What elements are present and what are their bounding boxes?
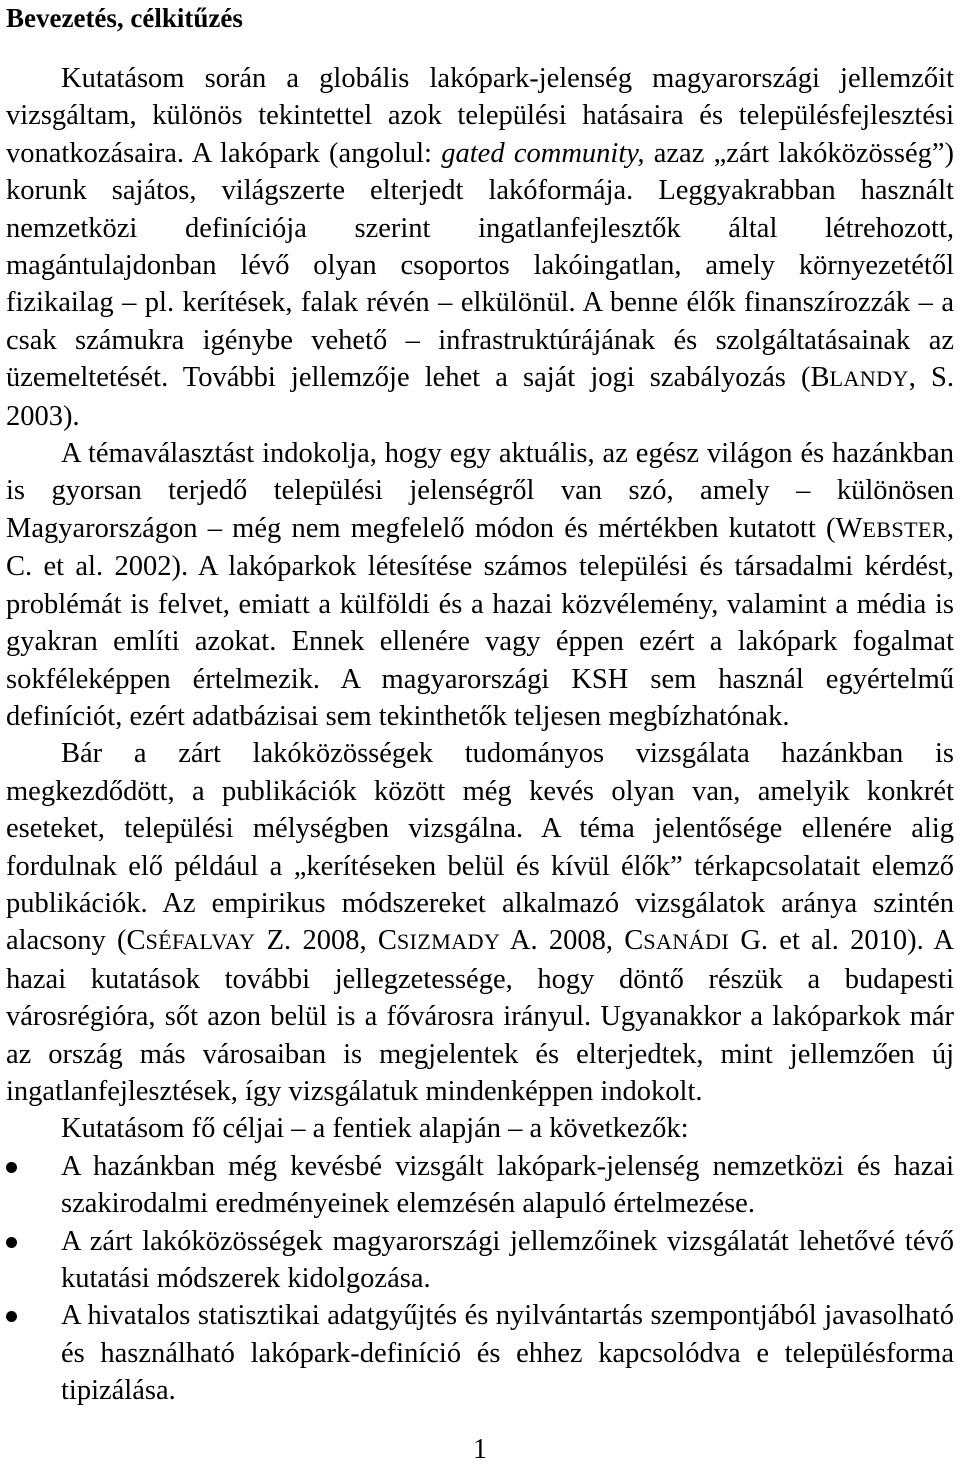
goals-list (6, 1148, 954, 1410)
citation-initial: C (377, 925, 397, 957)
list-item (6, 1223, 954, 1298)
list-item-text: A hazánkban még kevésbé vizsgált lakópark-jelenség nemzetközi és hazai szakirodalmi eredményeinek elemzésén alapuló értelmezése. (61, 1150, 954, 1220)
paragraph-intro-text-b: azaz „zárt lakóközösség”) korunk sajátos, világszerte elterjedt lakóformája. Leggyakrabban használt nemzetközi definíciója szerint ingatlanfejlesztők által létrehozott, magántulajdonban lévő olyan csoportos lakóingatlan, amely környezetétől fizikailag – pl. kerítések, falak révén – elkülönül. A benne élők finanszírozzák – a csak számukra igénybe vehető – infrastruktúrájának és szolgáltatásainak az üzemeltetését. További jellemzője lehet a saját jogi szabályozás ( (6, 137, 954, 394)
citation-initial: C (126, 925, 146, 957)
list-item (6, 1148, 954, 1223)
paragraph-intro-text-a: Kutatásom során a globális lakópark-jelenség magyarországi jellemzőit vizsgáltam, különös tekintettel azok települési hatásaira és településfejlesztési vonatkozásaira. A lakópark (angolul: (6, 63, 954, 169)
body-text (6, 60, 954, 1410)
paragraph-goals-intro: Kutatásom fő céljai – a fentiek alapján – a következők: (61, 1113, 689, 1145)
citation-smallcaps: SANÁDI (643, 929, 730, 955)
citation-smallcaps: EBSTER (862, 516, 947, 542)
paragraph-intro-text-c: , S. 2003). (6, 362, 954, 432)
citation-smallcaps: SIZMADY (396, 929, 501, 955)
citation-smallcaps: SÉFALVAY (145, 929, 256, 955)
bullet-icon (6, 1311, 17, 1322)
list-item-text: A hivatalos statisztikai adatgyűjtés és nyilvántartás szempontjából javasolható és használható lakópark-definíció és ehhez kapcsolódva e településforma tipizálása. (61, 1300, 954, 1407)
paragraph-gap-text-c: A. 2008, (500, 925, 625, 957)
paragraph-gap-text-b: Z. 2008, (255, 925, 378, 957)
italic-term: gated community, (441, 137, 645, 169)
paragraph-intro (6, 60, 954, 435)
bullet-icon (6, 1237, 17, 1248)
paragraph-topic-choice (6, 435, 954, 735)
citation-smallcaps: LANDY (829, 366, 909, 392)
citation-initial: C (624, 925, 644, 957)
paragraph-research-gap (6, 735, 954, 1110)
list-item-text: A zárt lakóközösségek magyarországi jellemzőinek vizsgálatát lehetővé tévő kutatási módszerek kidolgozása. (61, 1225, 954, 1294)
paragraph-gap-text-a: Bár a zárt lakóközösségek tudományos vizsgálata hazánkban is megkezdődött, a publikációk között még kevés olyan van, amelyik konkrét eseteket, települési mélységben vizsgálna. A téma jelentősége ellenére alig fordulnak elő például a „kerítéseken belül és kívül élők” térkapcsolatait elemző publikációk. Az empirikus módszereket alkalmazó vizsgálatok aránya szintén alacsony ( (6, 738, 954, 957)
paragraph-topic-text-a: A témaválasztást indokolja, hogy egy aktuális, az egész világon és hazánkban is gyorsan terjedő települési jelenségről van szó, amely – különösen Magyarországon – még nem megfelelő módon és mértékben kutatott ( (6, 438, 954, 544)
paragraph-topic-text-b: , C. et al. 2002). A lakóparkok létesítése számos települési és társadalmi kérdést, problémát is felvet, emiatt a külföldi és a hazai közvélemény, valamint a média is gyakran említi azokat. Ennek ellenére vagy éppen ezért a lakópark fogalmat sokféleképpen értelmezik. A magyarországi KSH sem használ egyértelmű definíciót, ezért adatbázisai sem tekinthetők teljesen megbízhatónak. (6, 512, 954, 732)
bullet-icon (6, 1162, 17, 1173)
citation-initial: B (810, 362, 830, 394)
page-number: 1 (473, 1434, 487, 1465)
paragraph-gap-text-d: G. et al. 2010). A hazai kutatások további jellegzetessége, hogy döntő részük a budapesti városrégióra, sőt azon belül is a fővárosra irányul. Ugyanakkor a lakóparkok már az ország más városaiban is megjelentek és elterjedtek, mint jellemzően új ingatlanfejlesztések, így vizsgálatuk mindenképpen indokolt. (6, 925, 955, 1107)
section-heading: Bevezetés, célkitűzés (6, 3, 243, 33)
list-item (6, 1297, 954, 1409)
citation-initial: W (835, 512, 863, 544)
